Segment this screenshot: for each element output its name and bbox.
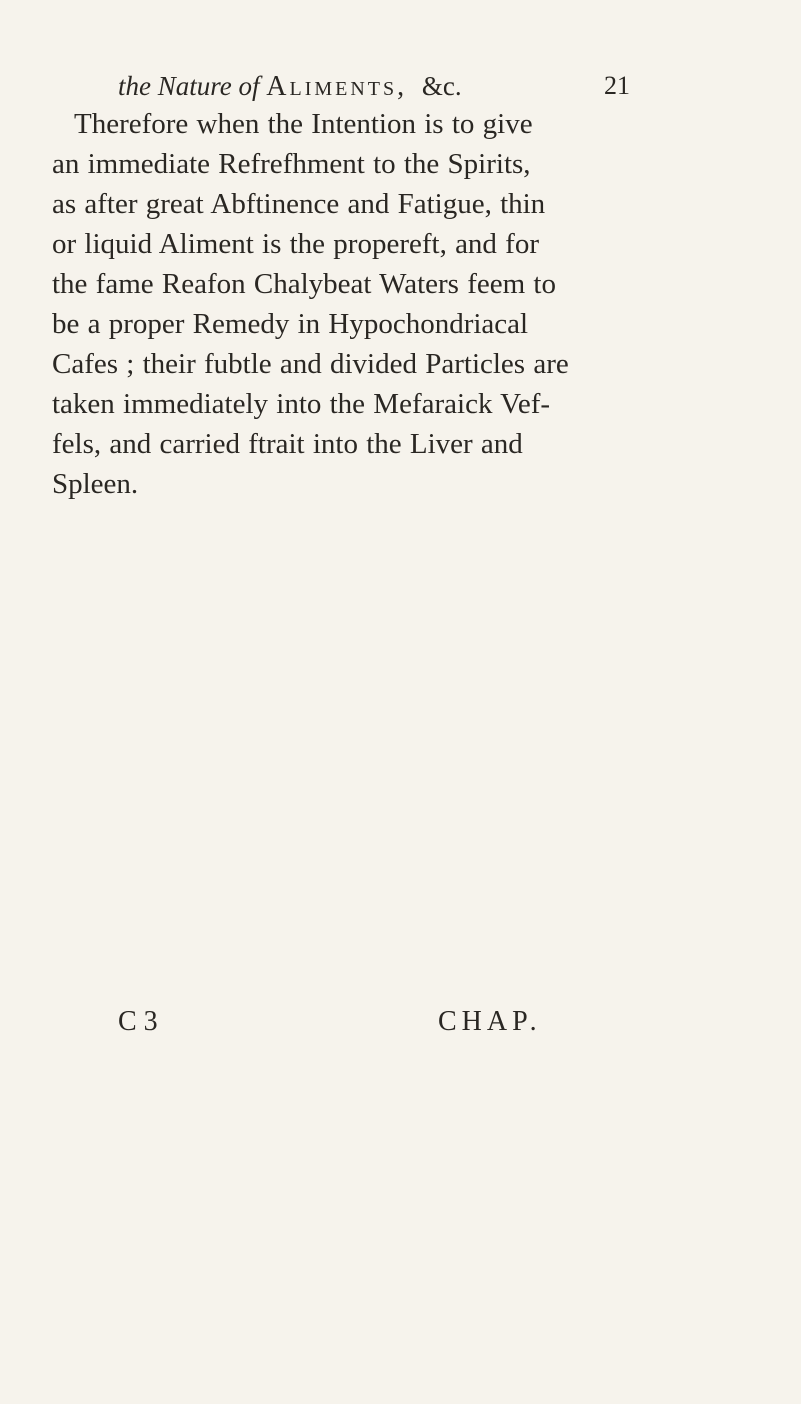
body-paragraph — [52, 104, 612, 504]
text-line: the fame Reafon Chalybeat Waters feem to — [52, 268, 556, 300]
text-line: taken immediately into the Mefaraick Vef- — [52, 388, 551, 420]
text-line: or liquid Aliment is the propereft, and for — [52, 228, 540, 260]
text-line: Therefore when the Intention is to give — [74, 108, 533, 140]
text-line: Cafes ; their fubtle and divided Particles are — [52, 348, 569, 380]
catchword: CHAP. — [438, 1006, 542, 1037]
running-title-italic: the Nature of — [118, 71, 260, 101]
signature-mark: C 3 — [118, 1006, 158, 1037]
text-line: fels, and carried ftrait into the Liver and — [52, 428, 523, 460]
text-line: an immediate Refrefhment to the Spirits, — [52, 148, 531, 180]
running-title-etc: &c. — [421, 71, 462, 101]
page-number: 21 — [604, 71, 630, 100]
text-line: be a proper Remedy in Hypochondriacal — [52, 308, 529, 340]
text-line: Spleen. — [52, 468, 139, 500]
running-head — [118, 66, 628, 106]
text-line: as after great Abftinence and Fatigue, thin — [52, 188, 546, 220]
running-title-caps: Aliments, — [266, 71, 408, 102]
